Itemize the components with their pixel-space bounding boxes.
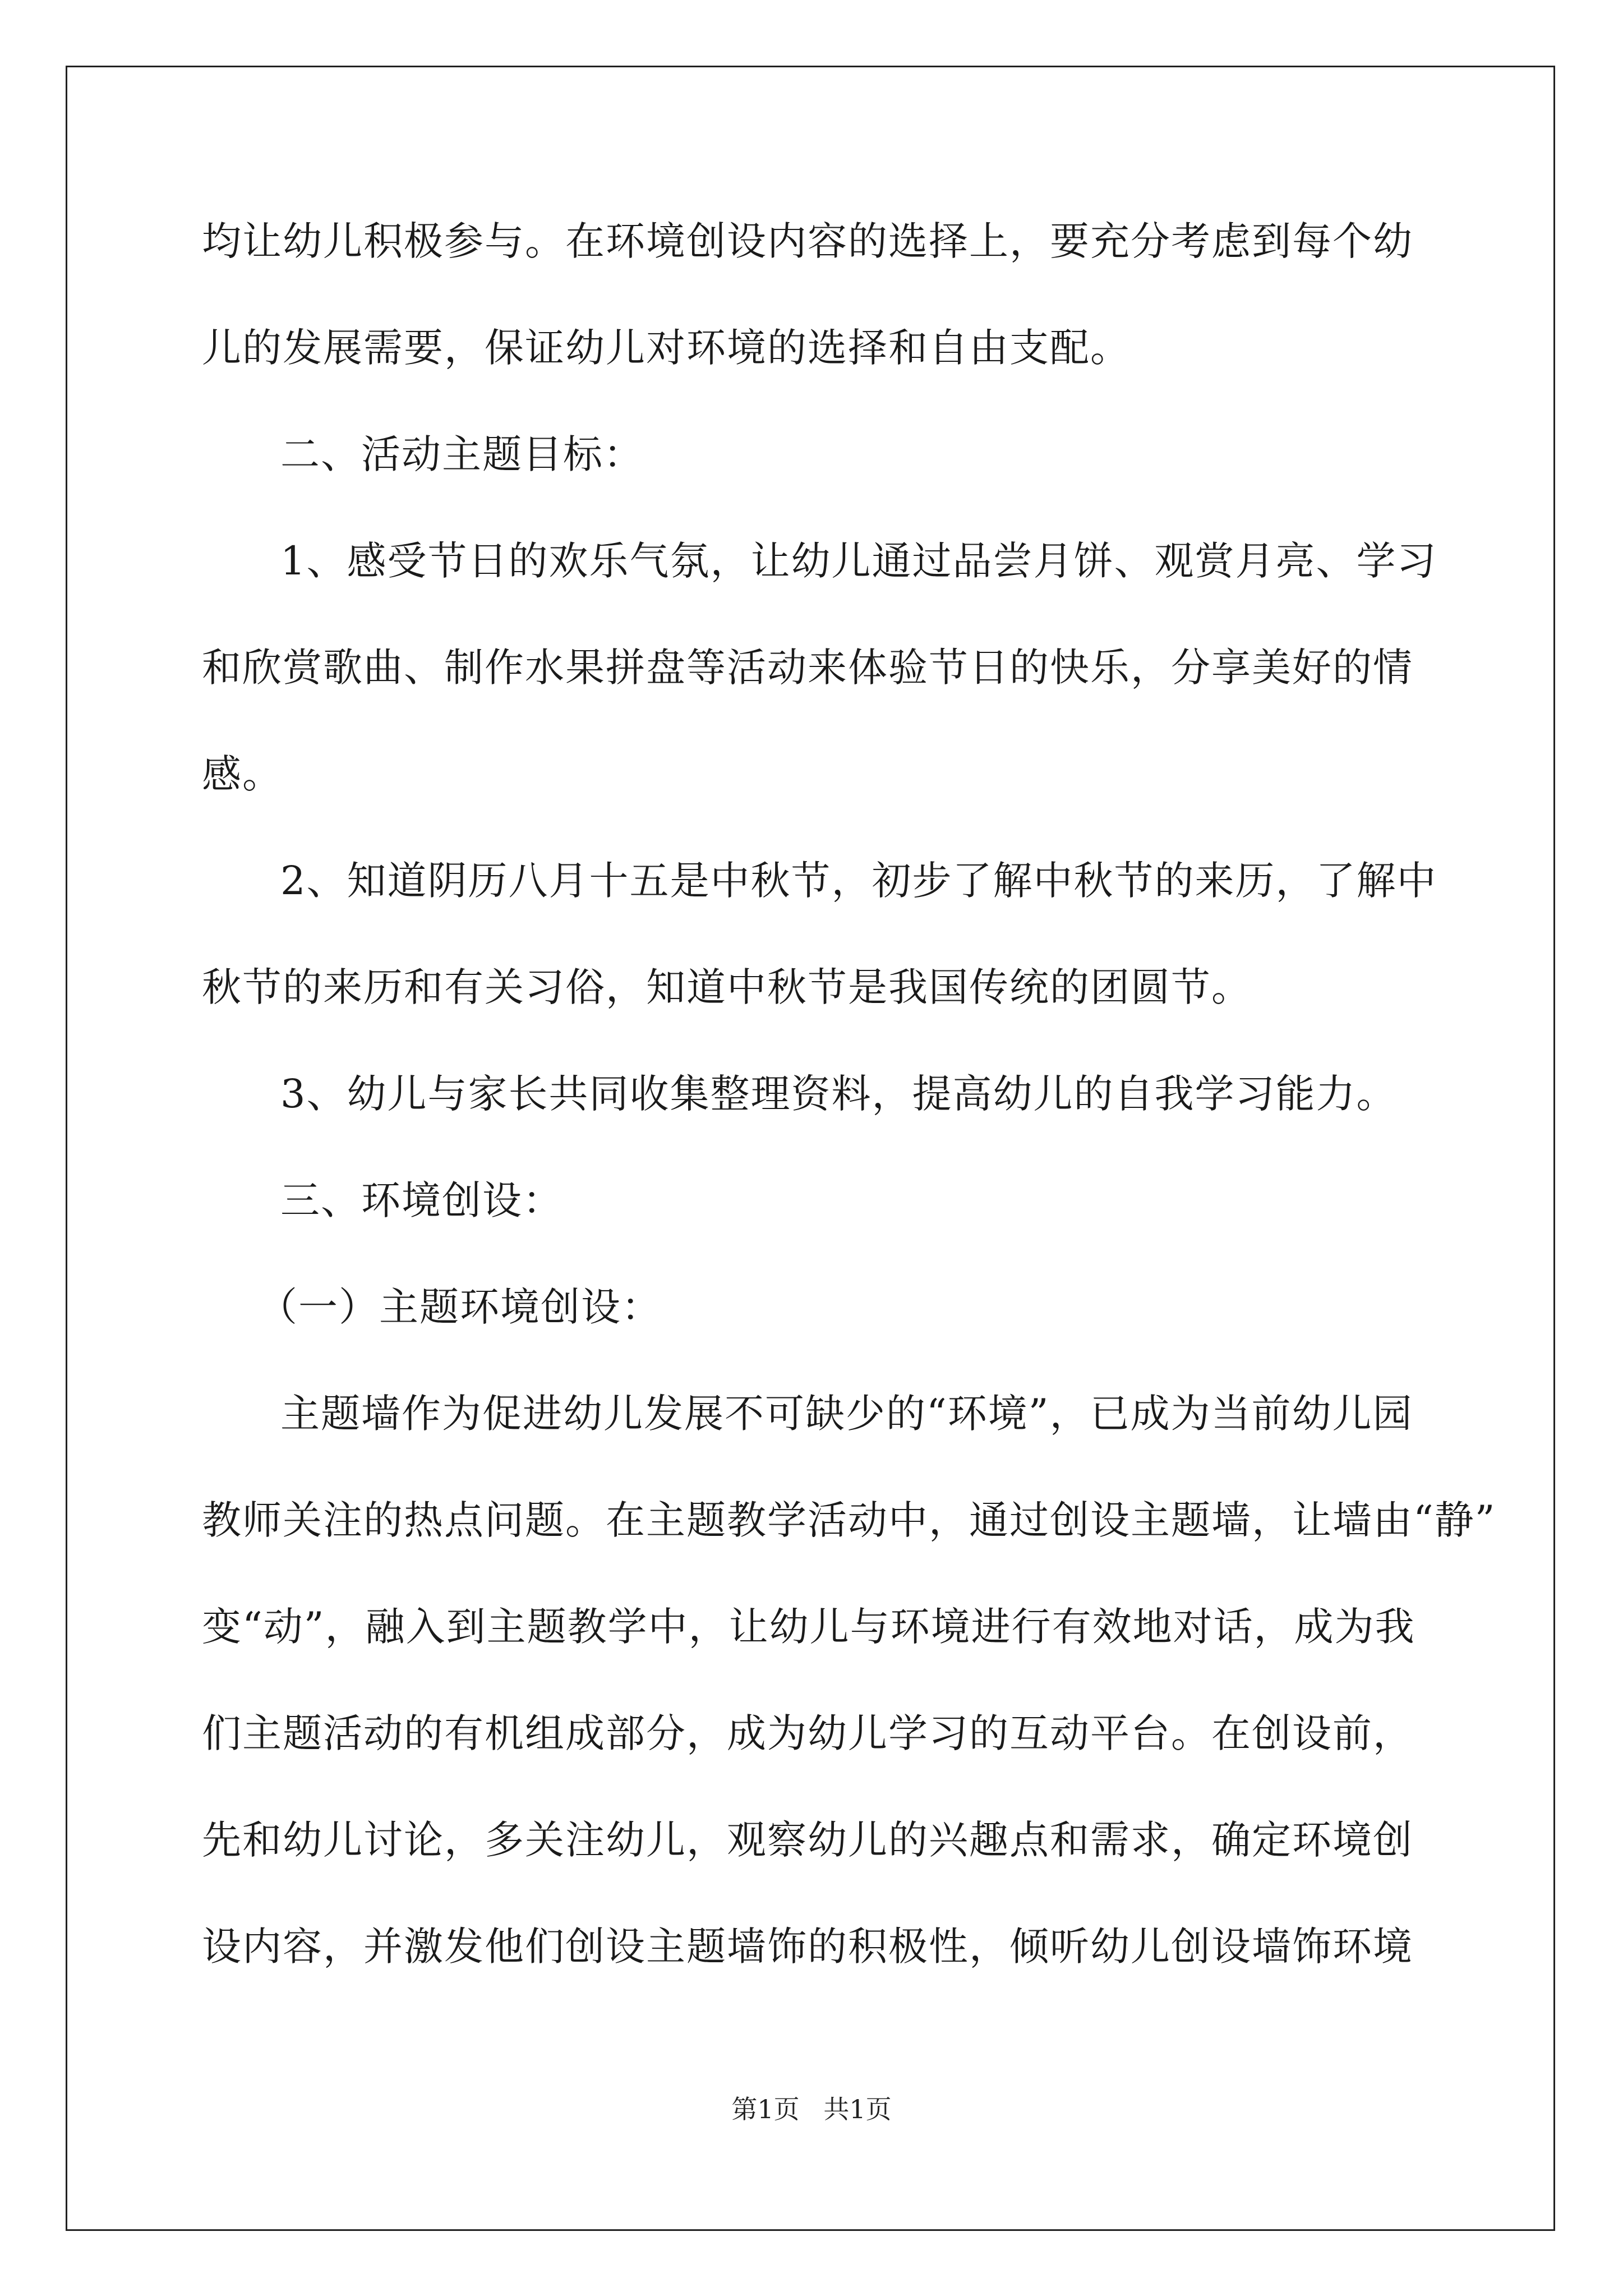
- text-line: 均让幼儿积极参与。在环境创设内容的选择上，要充分考虑到每个幼: [202, 218, 1413, 264]
- text-line: 3、幼儿与家长共同收集整理资料，提高幼儿的自我学习能力。: [280, 1071, 1397, 1117]
- page-footer: [0, 2092, 1623, 2126]
- section-heading: 二、活动主题目标：: [280, 431, 644, 477]
- page-border: [66, 66, 1555, 2231]
- page-total: 共1页: [823, 2094, 892, 2124]
- text-line: 主题墙作为促进幼儿发展不可缺少的“环境”，已成为当前幼儿园: [280, 1391, 1413, 1437]
- text-line: 设内容，并激发他们创设主题墙饰的积极性，倾听幼儿创设墙饰环境: [202, 1924, 1413, 1970]
- text-line: 先和幼儿讨论，多关注幼儿，观察幼儿的兴趣点和需求，确定环境创: [202, 1817, 1413, 1863]
- subsection-heading: （一）主题环境创设：: [258, 1284, 662, 1330]
- text-line: 感。: [202, 751, 283, 797]
- text-line: 1、感受节日的欢乐气氛，让幼儿通过品尝月饼、观赏月亮、学习: [280, 538, 1437, 584]
- text-line: 变“动”，融入到主题教学中，让幼儿与环境进行有效地对话，成为我: [202, 1604, 1415, 1650]
- text-line: 秋节的来历和有关习俗，知道中秋节是我国传统的团圆节。: [202, 964, 1252, 1010]
- page-number: 第1页: [731, 2094, 800, 2124]
- section-heading: 三、环境创设：: [280, 1177, 563, 1223]
- text-line: 们主题活动的有机组成部分，成为幼儿学习的互动平台。在创设前，: [202, 1710, 1413, 1756]
- text-line: 2、知道阴历八月十五是中秋节，初步了解中秋节的来历，了解中: [280, 858, 1437, 904]
- text-line: 和欣赏歌曲、制作水果拼盘等活动来体验节日的快乐，分享美好的情: [202, 645, 1413, 691]
- text-line: 儿的发展需要，保证幼儿对环境的选择和自由支配。: [202, 325, 1131, 371]
- text-line: 教师关注的热点问题。在主题教学活动中，通过创设主题墙，让墙由“静”: [202, 1497, 1496, 1543]
